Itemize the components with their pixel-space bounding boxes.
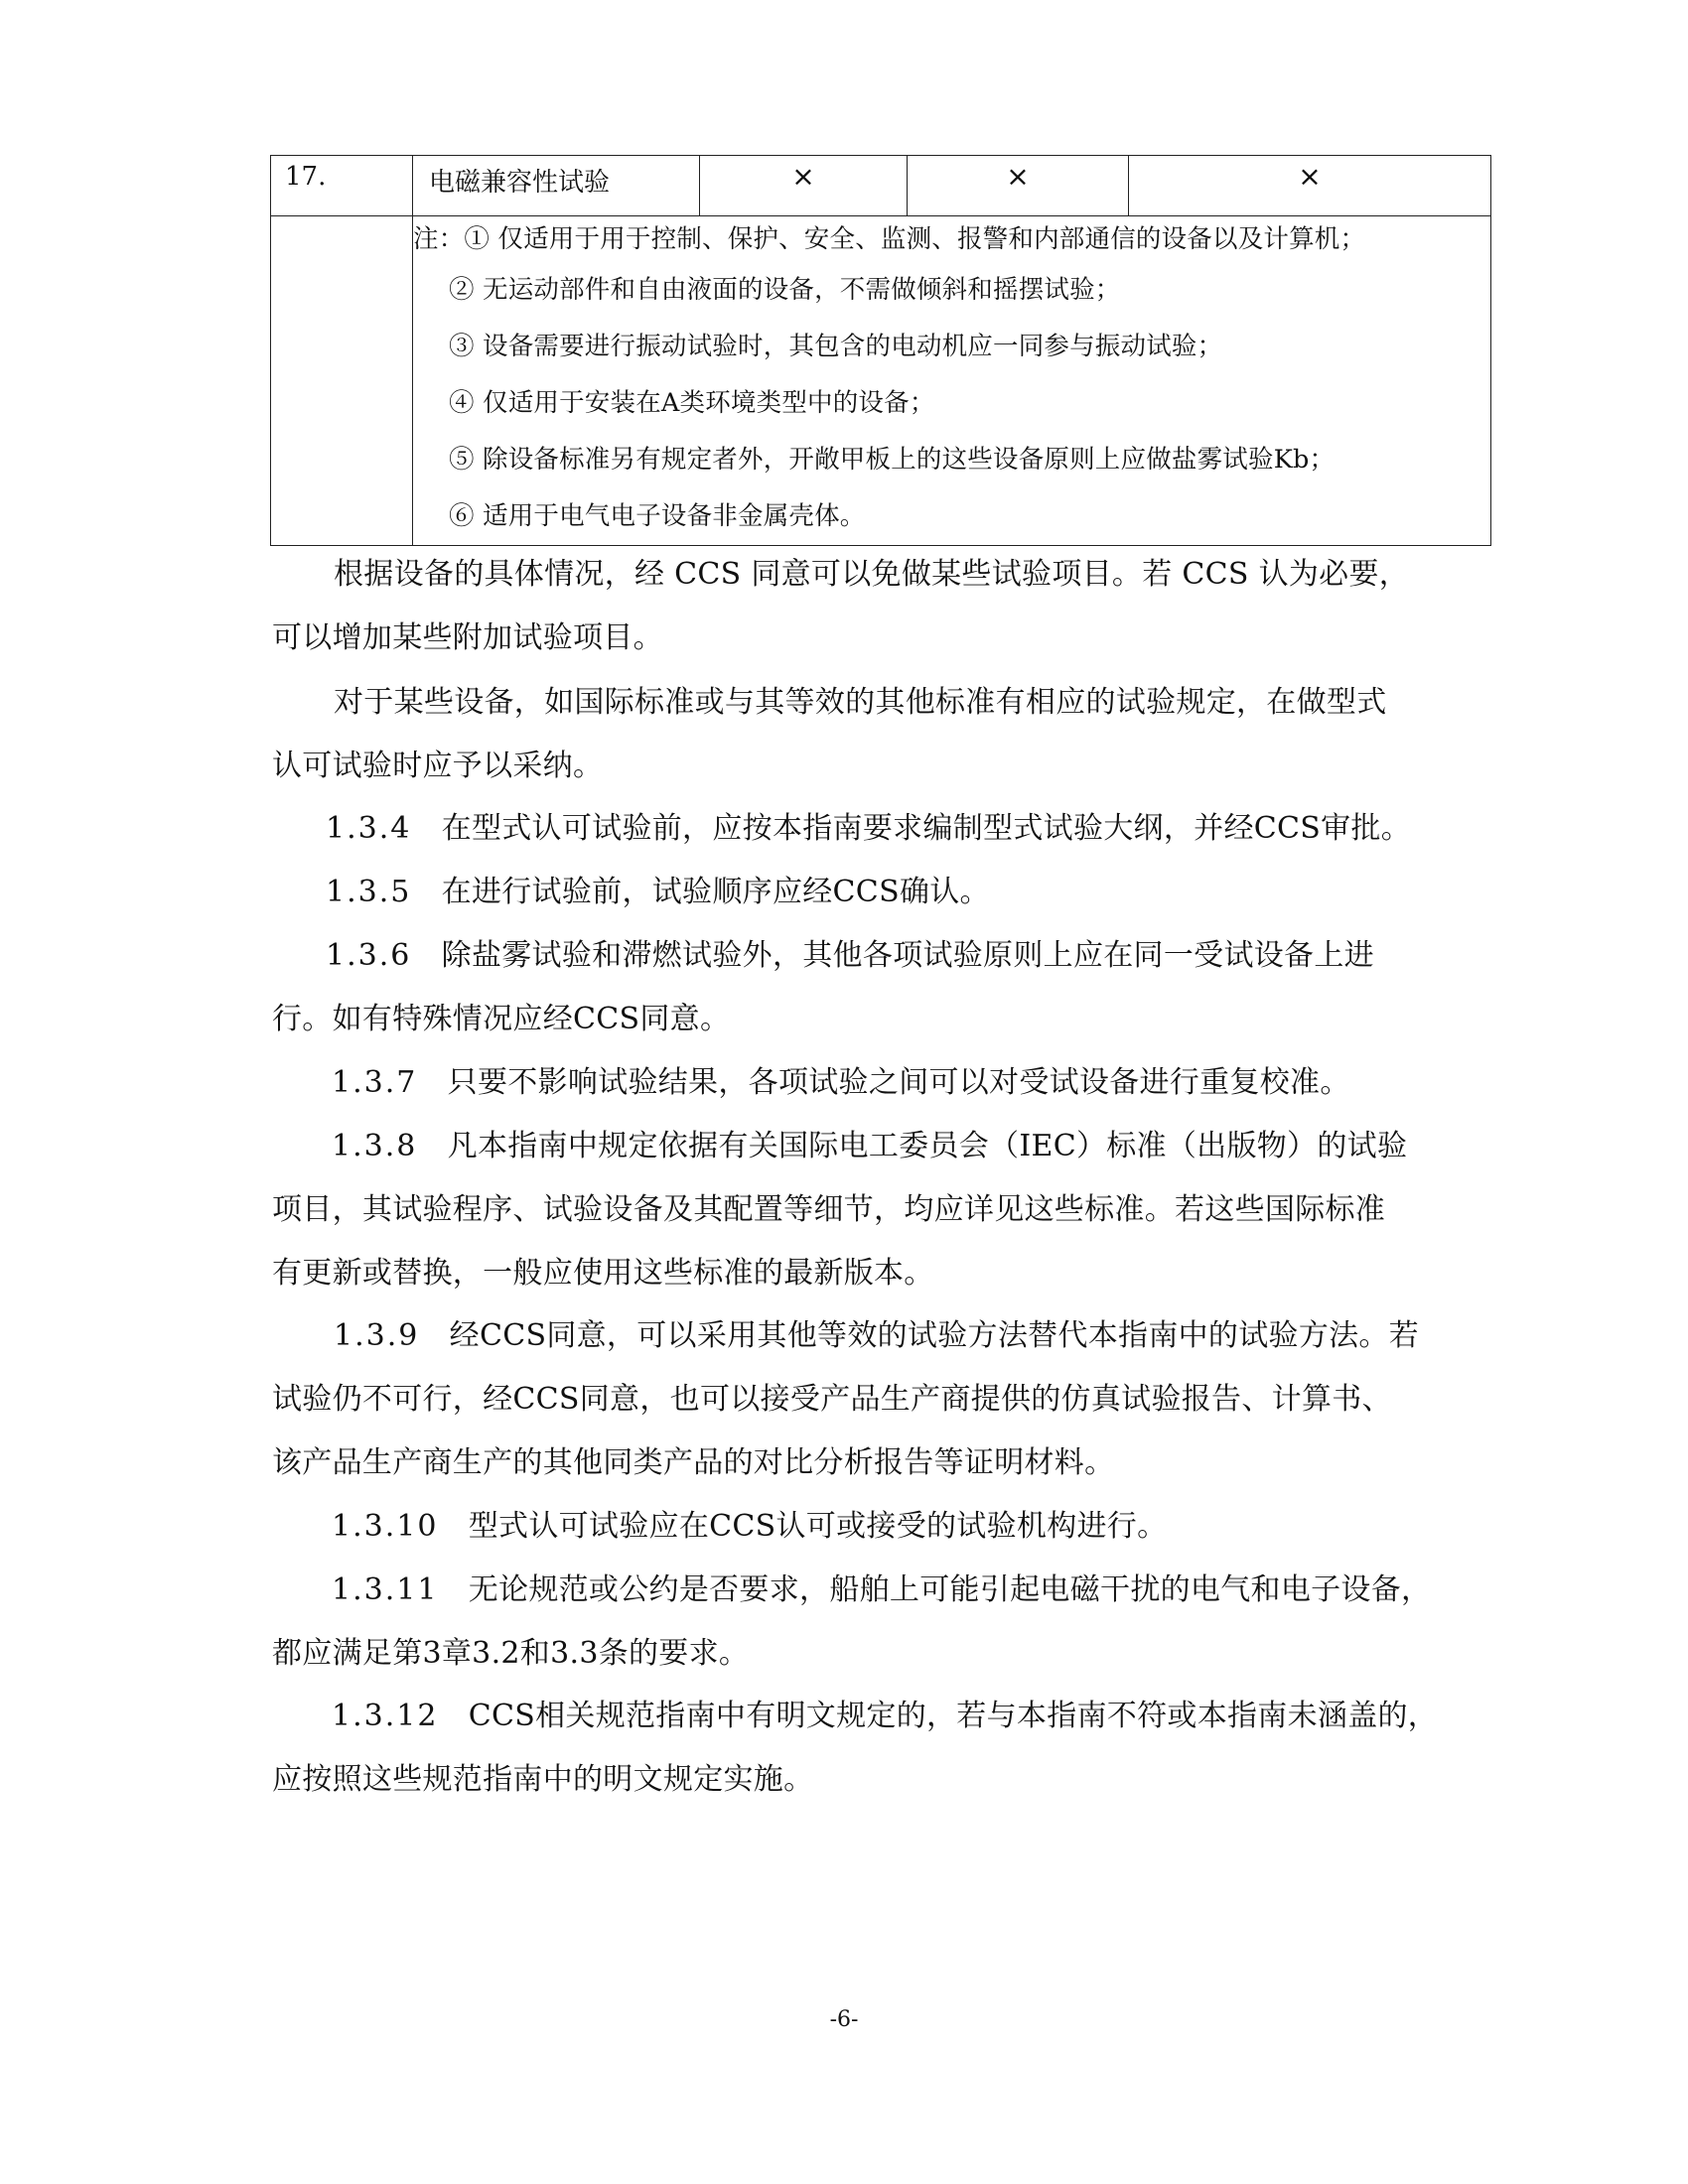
clause-number: 1.3.9 [334,1318,420,1353]
cross-mark: × [1298,160,1322,193]
item-number: 17. [271,156,413,216]
table-notes [413,216,1491,546]
test-items-table [270,155,1491,546]
clause-1-3-4: 1.3.4 在型式认可试验前，应按本指南要求编制型式试验大纲，并经CCS审批。 [326,811,1412,846]
paragraph-international-standards: 对于某些设备，如国际标准或与其等效的其他标准有相应的试验规定，在做型式 认可试验时应予以采纳。 [272,685,1387,783]
clause-number: 1.3.5 [326,875,412,909]
paragraph-exemptions: 根据设备的具体情况，经 CCS 同意可以免做某些试验项目。若 CCS 认为必要， 可以增加某些附加试验项目。 [272,557,1410,655]
clause-1-3-12: 1.3.12 CCS相关规范指南中有明文规定的，若与本指南不符或本指南未涵盖的， 应按照这些规范指南中的明文规定实施。 [272,1699,1439,1797]
clause-number: 1.3.12 [332,1699,439,1733]
clause-number: 1.3.11 [332,1572,439,1607]
item-name: 电磁兼容性试验 [413,156,700,216]
clause-1-3-11: 1.3.11 无论规范或公约是否要求，船舶上可能引起电磁干扰的电气和电子设备， 都应满足第3章3.2和3.3条的要求。 [272,1572,1432,1671]
note-4: ④ 仅适用于安装在A类环境类型中的设备； [449,388,935,418]
clause-number: 1.3.10 [332,1509,439,1544]
clause-1-3-8: 1.3.8 凡本指南中规定依据有关国际电工委员会（IEC）标准（出版物）的试验 项目，其试验程序、试验设备及其配置等细节，均应详见这些标准。若这些国际标准 有更新或替换，一般应使用这些标准的最新版本。 [272,1129,1408,1291]
clause-1-3-6: 1.3.6 除盐雾试验和滞燃试验外，其他各项试验原则上应在同一受试设备上进 行。如有特殊情况应经CCS同意。 [272,938,1374,1036]
clause-1-3-7: 1.3.7 只要不影响试验结果，各项试验之间可以对受试设备进行重复校准。 [332,1065,1350,1100]
clause-1-3-10: 1.3.10 型式认可试验应在CCS认可或接受的试验机构进行。 [332,1509,1168,1544]
page-number: -6- [829,2007,859,2032]
note-5: ⑤ 除设备标准另有规定者外，开敞甲板上的这些设备原则上应做盐雾试验Kb； [449,445,1336,475]
note-2: ② 无运动部件和自由液面的设备，不需做倾斜和摇摆试验； [449,275,1121,305]
note-6: ⑥ 适用于电气电子设备非金属壳体。 [449,501,866,531]
table-row [271,156,1491,216]
clause-number: 1.3.4 [326,811,412,846]
cross-mark: × [1006,160,1030,193]
note-3: ③ 设备需要进行振动试验时，其包含的电动机应一同参与振动试验； [449,332,1223,361]
clause-number: 1.3.6 [326,938,412,973]
clause-number: 1.3.7 [332,1065,418,1100]
clause-number: 1.3.8 [332,1129,418,1163]
clause-1-3-9: 1.3.9 经CCS同意，可以采用其他等效的试验方法替代本指南中的试验方法。若 试验仍不可行，经CCS同意，也可以接受产品生产商提供的仿真试验报告、计算书、 该产品生产商生产的其他同类产品的对比分析报告等证明材料。 [272,1318,1420,1480]
clause-1-3-5: 1.3.5 在进行试验前，试验顺序应经CCS确认。 [326,875,990,909]
note-1: 注：① 仅适用于用于控制、保护、安全、监测、报警和内部通信的设备以及计算机； [413,224,1366,254]
cross-mark: × [791,160,815,193]
table-notes-row [271,216,1491,546]
